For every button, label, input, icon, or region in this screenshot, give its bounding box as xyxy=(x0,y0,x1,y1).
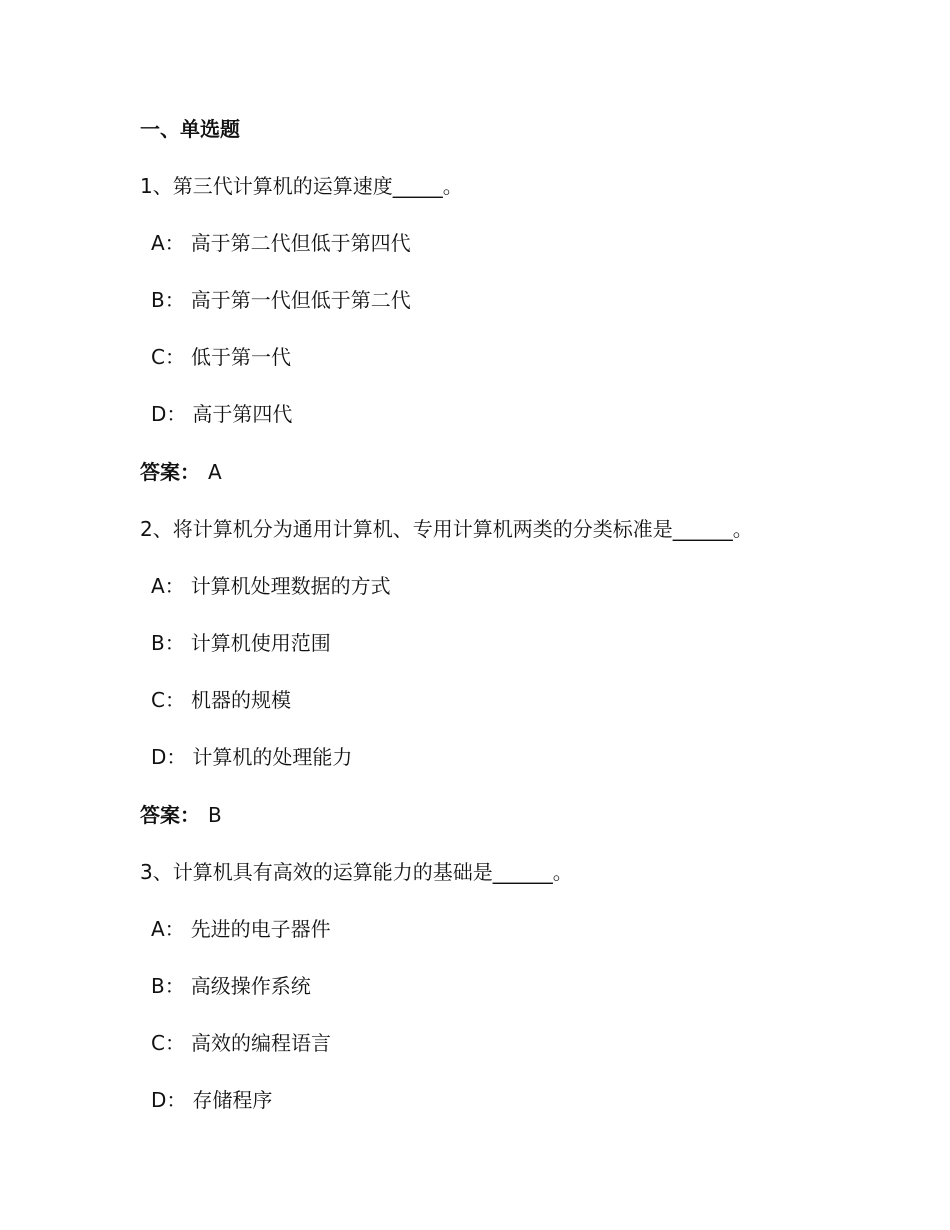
option-letter: B： xyxy=(151,974,185,998)
question-2-option-d xyxy=(151,745,352,769)
option-text: 高于第一代但低于第二代 xyxy=(190,288,411,312)
option-text: 高效的编程语言 xyxy=(190,1031,331,1055)
option-letter: C： xyxy=(151,688,185,712)
option-text: 高于第四代 xyxy=(192,402,293,426)
question-2-answer xyxy=(140,803,222,827)
option-text: 高于第二代但低于第四代 xyxy=(190,231,411,255)
option-letter: D： xyxy=(151,1088,187,1112)
question-1-option-d xyxy=(151,402,292,426)
question-2-option-b xyxy=(151,631,331,655)
option-text: 低于第一代 xyxy=(190,345,291,369)
option-text: 高级操作系统 xyxy=(190,974,311,998)
question-3-stem: 3、计算机具有高效的运算能力的基础是______。 xyxy=(140,860,573,884)
option-text: 存储程序 xyxy=(192,1088,273,1112)
option-text: 计算机使用范围 xyxy=(190,631,331,655)
question-3-option-b xyxy=(151,974,311,998)
answer-value: A xyxy=(208,460,222,484)
question-2-option-c xyxy=(151,688,291,712)
answer-label: 答案： xyxy=(140,803,200,827)
question-1-answer xyxy=(140,460,222,484)
question-2-stem: 2、将计算机分为通用计算机、专用计算机两类的分类标准是______。 xyxy=(140,517,753,541)
question-3-option-d xyxy=(151,1088,272,1112)
question-1-option-c xyxy=(151,345,291,369)
option-letter: C： xyxy=(151,1031,185,1055)
option-text: 计算机处理数据的方式 xyxy=(190,574,391,598)
question-1-stem: 1、第三代计算机的运算速度_____。 xyxy=(140,174,463,198)
option-letter: A： xyxy=(151,231,185,255)
question-1-option-a xyxy=(151,231,411,255)
option-letter: B： xyxy=(151,631,185,655)
question-1-option-b xyxy=(151,288,411,312)
option-letter: D： xyxy=(151,745,187,769)
option-letter: D： xyxy=(151,402,187,426)
question-2-option-a xyxy=(151,574,391,598)
section-title: 一、单选题 xyxy=(140,117,240,141)
option-letter: B： xyxy=(151,288,185,312)
answer-label: 答案： xyxy=(140,460,200,484)
answer-value: B xyxy=(208,803,222,827)
question-3-option-a xyxy=(151,917,331,941)
option-text: 机器的规模 xyxy=(190,688,291,712)
option-letter: A： xyxy=(151,917,185,941)
option-text: 先进的电子器件 xyxy=(190,917,331,941)
option-letter: C： xyxy=(151,345,185,369)
option-letter: A： xyxy=(151,574,185,598)
question-3-option-c xyxy=(151,1031,331,1055)
option-text: 计算机的处理能力 xyxy=(192,745,353,769)
